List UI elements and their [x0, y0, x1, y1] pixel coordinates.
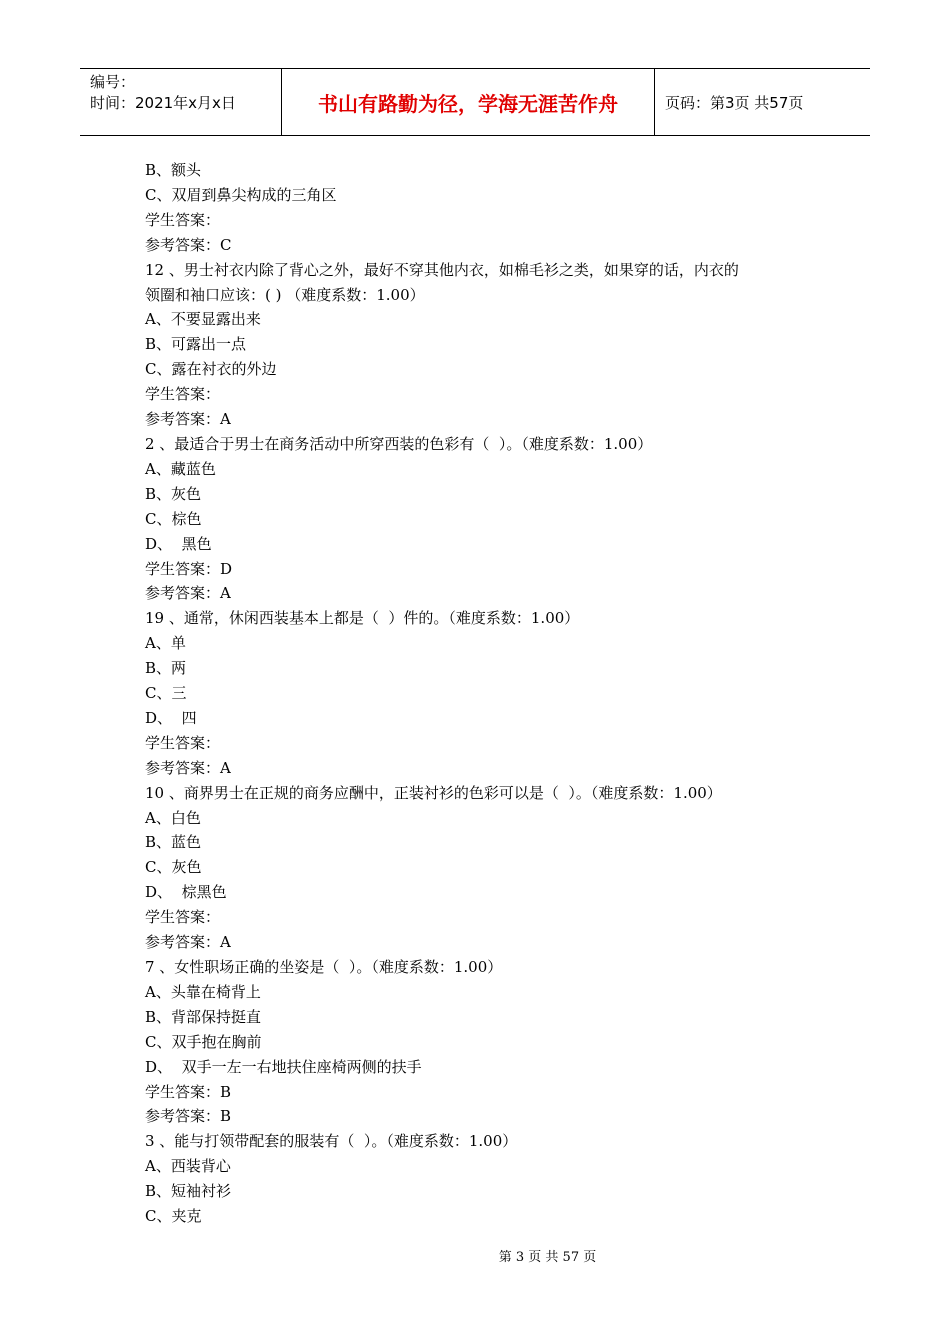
- text-line: A、不要显露出来: [145, 310, 261, 329]
- text-line: B、额头: [145, 161, 202, 179]
- header-left-cell: [80, 69, 282, 135]
- text-line: D、 黑色: [145, 534, 212, 553]
- text-line: B、短袖衬衫: [145, 1182, 232, 1201]
- text-line: 参考答案：A: [145, 410, 231, 429]
- text-line: B、背部保持挺直: [145, 1007, 262, 1026]
- text-line: C、双手抱在胸前: [145, 1032, 262, 1051]
- text-line: D、 双手一左一右地扶住座椅两侧的扶手: [145, 1057, 422, 1076]
- text-line: 参考答案：A: [145, 933, 231, 952]
- text-line: 学生答案：: [145, 385, 221, 404]
- text-line: D、 棕黑色: [145, 883, 227, 902]
- text-line: 3 、能与打领带配套的服装有（ ）。（难度系数：1.00）: [145, 1132, 518, 1151]
- text-line: 学生答案：B: [145, 1082, 232, 1101]
- page-header: [80, 68, 870, 136]
- text-line: 2 、最适合于男士在商务活动中所穿西装的色彩有（ ）。（难度系数：1.00）: [145, 434, 653, 453]
- text-line: A、藏蓝色: [145, 459, 216, 478]
- text-line: 学生答案：: [145, 733, 221, 752]
- text-line: D、 四: [145, 708, 197, 727]
- text-line: C、灰色: [145, 858, 202, 877]
- header-motto: 书山有路勤为径，学海无涯苦作舟: [282, 69, 655, 135]
- text-line: 10 、商界男士在正规的商务应酬中，正装衬衫的色彩可以是（ ）。（难度系数：1.00）: [145, 783, 722, 802]
- text-line: C、夹克: [145, 1207, 202, 1226]
- serial-label: 编号：: [90, 73, 136, 91]
- text-line: C、棕色: [145, 509, 202, 528]
- text-line: A、头靠在椅背上: [145, 982, 261, 1001]
- text-line: B、蓝色: [145, 833, 202, 852]
- text-line: 7 、女性职场正确的坐姿是（ ）。（难度系数：1.00）: [145, 958, 503, 976]
- text-line: C、露在衬衣的外边: [145, 360, 277, 379]
- document-body: [145, 158, 825, 1229]
- text-line: C、双眉到鼻尖构成的三角区: [145, 185, 337, 204]
- text-line: 学生答案：: [145, 210, 221, 229]
- text-line: 19 、通常，休闲西装基本上都是（ ）件的。（难度系数：1.00）: [145, 609, 580, 628]
- text-line: 学生答案：: [145, 908, 221, 927]
- text-line: 参考答案：A: [145, 584, 231, 603]
- text-line: 参考答案：C: [145, 235, 232, 254]
- time-label: 时间：2021年x月x日: [90, 94, 236, 112]
- text-line: A、单: [145, 634, 186, 653]
- text-line: C、三: [145, 684, 187, 703]
- text-line: B、可露出一点: [145, 335, 247, 354]
- page-footer: 第 3 页 共 57 页: [498, 1250, 597, 1265]
- text-line: A、白色: [145, 808, 201, 827]
- text-line: 参考答案：B: [145, 1107, 232, 1126]
- text-line: 领圈和袖口应该：( ) （难度系数：1.00）: [145, 285, 425, 304]
- text-line: 学生答案：D: [145, 559, 233, 578]
- text-line: B、两: [145, 659, 187, 678]
- text-line: B、灰色: [145, 484, 202, 503]
- header-page-info: 页码：第3页 共57页: [665, 93, 804, 112]
- text-line: 12 、男士衬衣内除了背心之外，最好不穿其他内衣，如棉毛衫之类，如果穿的话，内衣的: [145, 260, 739, 279]
- text-line: A、西装背心: [145, 1157, 231, 1176]
- text-line: 参考答案：A: [145, 758, 231, 777]
